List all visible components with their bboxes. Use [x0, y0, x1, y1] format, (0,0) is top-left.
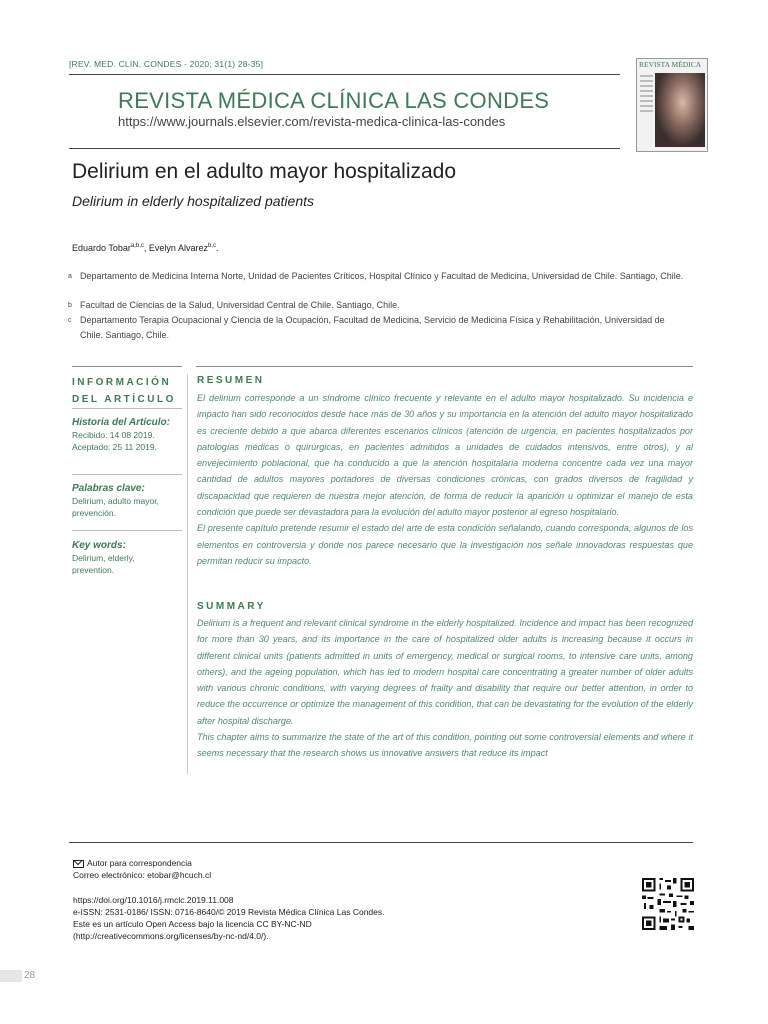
- license-url[interactable]: (http://creativecommons.org/licenses/by-nc-nd/4.0/).: [73, 931, 269, 941]
- keywords-en-label: Key words:: [72, 540, 126, 551]
- sidebar-divider: [72, 474, 182, 475]
- author-superscript: a,b,c: [130, 243, 144, 249]
- article-title: Delirium en el adulto mayor hospitalizado: [72, 160, 457, 183]
- resumen-heading: RESUMEN: [197, 375, 265, 386]
- journal-cover-image: [636, 58, 708, 152]
- article-history: [72, 416, 182, 453]
- author-separator: .: [215, 243, 219, 253]
- affiliation-a: [68, 269, 708, 284]
- sidebar-top-rule: [72, 366, 182, 367]
- footer-rule: [69, 842, 693, 843]
- authors: [72, 243, 218, 253]
- article-info-heading-line2: DEL ARTÍCULO: [72, 394, 176, 405]
- license-text: Este es un artículo Open Access bajo la licencia CC BY-NC-ND: [73, 919, 312, 929]
- page-number: 28: [24, 970, 36, 981]
- resumen-paragraph: El delirium corresponde a un síndrome clínico frecuente y relevante en el adulto mayor hospitalizado. Su incidencia e impacto han sido reconocidos desde hace más de 30 años y su importancia en la atención del adulto mayor hospitalizado es creciente debido a que abarca diferentes escenarios clínicos (atención de urgencia, en pacientes hospitalizados por patologías médicas o quirúrgicas, en pacientes admitidos a unidades de cuidados intensivos, entre otros), y al envejecimiento poblacional, que ha conducido a que la atención hospitalaria moderna concentre cada vez una mayor cantidad de adultos mayores portadores de diversas condiciones crónicas, con grados diversos de fragilidad y discapacidad que requieren de nuestra mejor atención, de forma de reducir la aparición u optimizar el manejo de esta condición que puede ser devastadora para la evolución del adulto mayor posterior al egreso hospitalario.: [197, 393, 693, 518]
- author-name: Eduardo Tobar: [72, 243, 131, 253]
- keywords-en-text: Delirium, elderly, prevention.: [72, 553, 135, 575]
- main-top-rule: [196, 366, 693, 367]
- affiliation-c: [68, 313, 708, 343]
- cover-text-lines: [640, 75, 653, 115]
- history-label: Historia del Artículo:: [72, 417, 170, 428]
- header-bottom-rule: [69, 148, 620, 149]
- keywords-es-label: Palabras clave:: [72, 483, 145, 494]
- summary-heading: SUMMARY: [197, 601, 266, 612]
- article-info-heading-line1: INFORMACIÓN: [72, 377, 172, 388]
- correspondence-label: Autor para correspondencia: [87, 858, 192, 868]
- envelope-icon: [73, 860, 84, 868]
- affiliation-text: Facultad de Ciencias de la Salud, Universidad Central de Chile. Santiago, Chile.: [80, 300, 400, 310]
- summary-paragraph: Delirium is a frequent and relevant clinical syndrome in the elderly hospitalized. Incidence and impact has been recognized for more than 30 years, and its importance in the care of hospitalized older adults is increasing because it occurs in different clinical units (patients admitted in units of emergency, medical or surgical rooms, to intensive care units, among others), and the ageing population, which has led to modern hospital care concentrating a greater number of older adults with various chronic conditions, with varying degrees of frailty and disability that require our better attention, in order to reduce the occurrence or optimize the management of this condition, that can be devastating for the evolution of the elderly after hospital discharge.: [197, 618, 693, 726]
- doi-link[interactable]: https://doi.org/10.1016/j.rmclc.2019.11.008: [73, 895, 234, 905]
- cover-portrait: [655, 73, 705, 147]
- author-separator: ,: [143, 243, 149, 253]
- affiliation-text: Departamento de Medicina Interna Norte, Unidad de Pacientes Críticos, Hospital Clínico y Facultad de Medicina, Universidad de Chile. Santiago, Chile.: [80, 271, 684, 281]
- resumen-paragraph: El presente capítulo pretende resumir el estado del arte de esta condición señalando, cuando corresponda, algunos de los elementos en controversia y donde nos parece necesario que la investigación nos señale innovadoras respuestas que permitan reducir su impacto.: [197, 523, 693, 566]
- keywords-es: [72, 482, 182, 519]
- summary-paragraph: This chapter aims to summarize the state of the art of this condition, pointing out some controversial elements and where it seems necessary that the research shows us innovative answers that reduce its impact: [197, 732, 693, 759]
- publication-info: [73, 894, 385, 942]
- issn-copyright: e-ISSN: 2531-0186/ ISSN: 0716-8640/© 2019 Revista Médica Clínica Las Condes.: [73, 907, 385, 917]
- summary-body: [197, 615, 693, 762]
- resumen-body: [197, 390, 693, 569]
- received-date: Recibido: 14 08 2019.: [72, 430, 155, 440]
- affiliation-mark: a: [68, 273, 72, 280]
- affiliation-mark: c: [68, 317, 72, 324]
- correspondence: [73, 857, 211, 881]
- header-rule: [69, 74, 620, 75]
- journal-name: REVISTA MÉDICA CLÍNICA LAS CONDES: [118, 88, 550, 113]
- column-divider: [187, 374, 188, 774]
- author-name: Evelyn Alvarez: [148, 243, 208, 253]
- article-subtitle: Delirium in elderly hospitalized patients: [72, 193, 315, 209]
- keywords-es-text: Delirium, adulto mayor, prevención.: [72, 496, 159, 518]
- journal-url[interactable]: https://www.journals.elsevier.com/revista-medica-clinica-las-condes: [118, 114, 506, 129]
- page-tab: [0, 970, 22, 982]
- sidebar-divider: [72, 530, 182, 531]
- affiliation-mark: b: [68, 302, 72, 309]
- accepted-date: Aceptado: 25 11 2019.: [72, 442, 157, 452]
- sidebar-divider: [72, 408, 182, 409]
- affiliation-b: [68, 298, 708, 313]
- cover-title: REVISTA MÉDICA: [639, 60, 702, 69]
- affiliation-text: Departamento Terapia Ocupacional y Ciencia de la Ocupación, Facultad de Medicina, Servicio de Medicina Física y Rehabilitación, Universidad de Chile. Santiago, Chile.: [80, 315, 665, 340]
- qr-code-icon: [640, 876, 696, 932]
- article-info-heading: [72, 374, 176, 408]
- keywords-en: [72, 539, 172, 576]
- citation: [REV. MED. CLIN. CONDES - 2020; 31(1) 28-35]: [69, 59, 264, 69]
- correspondence-email[interactable]: Correo electrónico: etobar@hcuch.cl: [73, 870, 212, 880]
- author-superscript: b,c: [207, 243, 216, 249]
